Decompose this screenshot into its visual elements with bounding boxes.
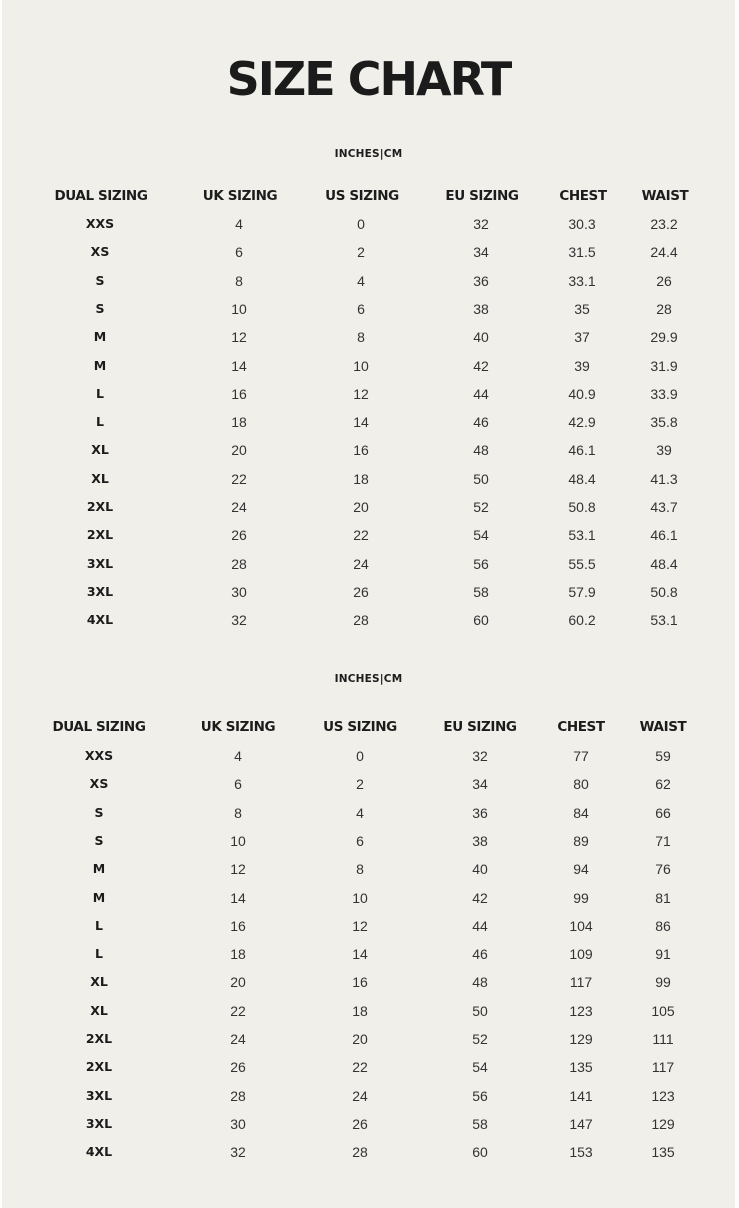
table-cell-us-sizing: 28	[352, 1144, 368, 1161]
table-cell-uk-sizing: 12	[230, 861, 246, 878]
table-cell-uk-sizing: 10	[231, 300, 247, 317]
table-cell-dual-sizing: 3XL	[85, 1115, 113, 1131]
table-cell-dual-sizing: XXS	[84, 748, 114, 763]
table-cell-uk-sizing: 4	[234, 748, 242, 764]
table-cell-chest: 141	[569, 1087, 593, 1104]
table-cell-us-sizing: 22	[352, 1059, 368, 1076]
table-cell-waist: 33.9	[650, 385, 678, 402]
table-cell-dual-sizing: S	[95, 272, 105, 288]
table-cell-eu-sizing: 44	[473, 385, 489, 402]
table-cell-chest: 117	[569, 974, 593, 991]
table-cell-uk-sizing: 16	[230, 917, 246, 934]
table-cell-dual-sizing: 2XL	[85, 1059, 113, 1075]
table-cell-us-sizing: 8	[356, 861, 364, 878]
table-cell-uk-sizing: 32	[230, 1144, 246, 1161]
table-cell-dual-sizing: XXS	[85, 216, 115, 231]
table-2-units-label: INCHES|CM	[334, 673, 403, 685]
table-cell-eu-sizing: 34	[472, 776, 488, 793]
table-cell-eu-sizing: 44	[472, 917, 488, 934]
table-cell-eu-sizing: 46	[473, 414, 489, 431]
table-cell-dual-sizing: L	[96, 414, 104, 430]
table-cell-us-sizing: 28	[353, 612, 369, 629]
table-cell-chest: 123	[569, 1002, 593, 1019]
column-header-dual-sizing: DUAL SIZING	[52, 719, 146, 735]
table-cell-chest: 50.8	[568, 499, 596, 515]
table-cell-dual-sizing: XS	[89, 776, 109, 792]
table-cell-dual-sizing: 3XL	[86, 583, 114, 599]
table-cell-eu-sizing: 40	[473, 329, 489, 346]
table-cell-chest: 60.2	[568, 612, 596, 629]
table-cell-us-sizing: 0	[356, 748, 364, 764]
table-cell-us-sizing: 4	[356, 804, 364, 821]
table-cell-chest: 35	[574, 300, 590, 317]
page-title: SIZE CHART	[226, 52, 511, 106]
table-cell-dual-sizing: S	[94, 832, 104, 848]
table-cell-us-sizing: 10	[353, 357, 369, 374]
column-header-us-sizing: US SIZING	[325, 188, 399, 204]
table-cell-waist: 71	[655, 832, 671, 849]
table-cell-dual-sizing: L	[96, 385, 104, 401]
table-cell-dual-sizing: 4XL	[86, 612, 114, 628]
table-cell-uk-sizing: 22	[231, 470, 247, 487]
table-cell-eu-sizing: 60	[473, 612, 489, 629]
table-cell-waist: 86	[655, 917, 671, 934]
table-cell-chest: 80	[573, 776, 589, 793]
table-cell-chest: 153	[569, 1144, 593, 1161]
table-cell-uk-sizing: 30	[230, 1115, 246, 1132]
table-cell-waist: 99	[655, 974, 671, 991]
table-cell-us-sizing: 24	[353, 555, 369, 572]
table-cell-waist: 91	[655, 946, 671, 963]
table-cell-uk-sizing: 26	[230, 1059, 246, 1076]
table-cell-dual-sizing: 2XL	[85, 1031, 113, 1046]
table-cell-eu-sizing: 54	[472, 1059, 488, 1076]
table-cell-uk-sizing: 14	[230, 889, 246, 906]
table-cell-uk-sizing: 18	[231, 414, 247, 431]
table-1-units-label: INCHES|CM	[334, 148, 403, 160]
table-cell-waist: 46.1	[650, 527, 678, 544]
table-cell-uk-sizing: 10	[230, 832, 246, 849]
table-cell-chest: 42.9	[568, 414, 596, 431]
table-cell-us-sizing: 20	[353, 499, 369, 515]
table-cell-dual-sizing: 3XL	[86, 555, 114, 571]
table-cell-dual-sizing: L	[95, 917, 103, 933]
table-cell-us-sizing: 24	[352, 1087, 368, 1104]
table-cell-uk-sizing: 26	[231, 527, 247, 544]
column-header-uk-sizing: UK SIZING	[200, 719, 276, 735]
table-cell-eu-sizing: 34	[473, 244, 489, 261]
table-cell-eu-sizing: 54	[473, 527, 489, 544]
table-cell-uk-sizing: 16	[231, 385, 247, 402]
table-cell-waist: 59	[655, 748, 671, 764]
table-cell-eu-sizing: 48	[472, 974, 488, 991]
table-cell-chest: 129	[569, 1031, 593, 1047]
table-cell-waist: 35.8	[650, 414, 678, 431]
column-header-waist: WAIST	[641, 188, 689, 204]
table-cell-us-sizing: 18	[352, 1002, 368, 1019]
table-cell-waist: 28	[656, 300, 672, 317]
table-cell-waist: 50.8	[650, 583, 678, 600]
column-header-chest: CHEST	[557, 719, 605, 735]
table-cell-us-sizing: 14	[353, 414, 369, 431]
table-cell-eu-sizing: 38	[473, 300, 489, 317]
table-cell-us-sizing: 2	[357, 244, 365, 261]
table-cell-waist: 23.2	[650, 216, 678, 232]
table-cell-eu-sizing: 32	[473, 216, 489, 232]
table-cell-chest: 77	[573, 748, 589, 764]
table-cell-dual-sizing: L	[95, 946, 103, 962]
table-cell-uk-sizing: 28	[230, 1087, 246, 1104]
table-cell-waist: 53.1	[650, 612, 678, 629]
table-cell-dual-sizing: XS	[90, 244, 110, 260]
column-header-us-sizing: US SIZING	[323, 719, 397, 735]
table-cell-dual-sizing: XL	[91, 470, 109, 486]
column-header-dual-sizing: DUAL SIZING	[54, 188, 148, 204]
table-cell-eu-sizing: 56	[473, 555, 489, 572]
table-cell-chest: 37	[574, 329, 590, 346]
table-cell-waist: 81	[655, 889, 671, 906]
table-cell-waist: 39	[656, 442, 672, 459]
table-cell-waist: 41.3	[650, 470, 678, 487]
table-cell-uk-sizing: 24	[231, 499, 247, 515]
table-cell-us-sizing: 0	[357, 216, 365, 232]
table-cell-eu-sizing: 50	[473, 470, 489, 487]
table-cell-chest: 84	[573, 804, 589, 821]
table-cell-eu-sizing: 42	[473, 357, 489, 374]
table-cell-chest: 89	[573, 832, 589, 849]
table-cell-dual-sizing: XL	[91, 442, 109, 458]
table-cell-us-sizing: 8	[357, 329, 365, 346]
table-cell-dual-sizing: 2XL	[86, 499, 114, 514]
table-cell-uk-sizing: 20	[230, 974, 246, 991]
table-cell-uk-sizing: 30	[231, 583, 247, 600]
table-cell-eu-sizing: 56	[472, 1087, 488, 1104]
table-cell-dual-sizing: 3XL	[85, 1087, 113, 1103]
table-cell-waist: 43.7	[650, 499, 678, 515]
table-cell-uk-sizing: 22	[230, 1002, 246, 1019]
table-cell-us-sizing: 16	[352, 974, 368, 991]
table-cell-dual-sizing: S	[94, 804, 104, 820]
table-cell-chest: 39	[574, 357, 590, 374]
table-cell-chest: 57.9	[568, 583, 596, 600]
table-cell-uk-sizing: 24	[230, 1031, 246, 1047]
table-cell-dual-sizing: M	[93, 357, 107, 373]
table-cell-chest: 104	[569, 917, 593, 934]
table-cell-us-sizing: 6	[357, 300, 365, 317]
table-cell-uk-sizing: 4	[235, 216, 243, 232]
table-cell-uk-sizing: 12	[231, 329, 247, 346]
table-cell-eu-sizing: 58	[472, 1115, 488, 1132]
table-cell-waist: 135	[651, 1144, 675, 1161]
table-cell-eu-sizing: 36	[472, 804, 488, 821]
column-header-waist: WAIST	[639, 719, 687, 735]
table-cell-waist: 66	[655, 804, 671, 821]
table-cell-chest: 55.5	[568, 555, 596, 572]
table-cell-us-sizing: 22	[353, 527, 369, 544]
table-cell-us-sizing: 20	[352, 1031, 368, 1047]
table-cell-waist: 48.4	[650, 555, 678, 572]
table-cell-eu-sizing: 60	[472, 1144, 488, 1161]
table-cell-waist: 123	[651, 1087, 675, 1104]
table-cell-uk-sizing: 20	[231, 442, 247, 459]
table-cell-uk-sizing: 14	[231, 357, 247, 374]
table-cell-waist: 26	[656, 272, 672, 289]
table-cell-eu-sizing: 38	[472, 832, 488, 849]
table-cell-us-sizing: 16	[353, 442, 369, 459]
table-cell-eu-sizing: 40	[472, 861, 488, 878]
table-cell-dual-sizing: M	[92, 861, 106, 877]
column-header-eu-sizing: EU SIZING	[443, 719, 517, 735]
table-cell-eu-sizing: 50	[472, 1002, 488, 1019]
table-cell-uk-sizing: 6	[234, 776, 242, 793]
table-cell-chest: 94	[573, 861, 589, 878]
table-cell-us-sizing: 4	[357, 272, 365, 289]
table-cell-uk-sizing: 28	[231, 555, 247, 572]
table-cell-eu-sizing: 52	[473, 499, 489, 515]
table-cell-us-sizing: 2	[356, 776, 364, 793]
table-cell-eu-sizing: 48	[473, 442, 489, 459]
table-cell-us-sizing: 6	[356, 832, 364, 849]
table-cell-us-sizing: 12	[353, 385, 369, 402]
table-cell-us-sizing: 18	[353, 470, 369, 487]
table-cell-chest: 135	[569, 1059, 593, 1076]
table-cell-chest: 33.1	[568, 272, 596, 289]
table-cell-uk-sizing: 8	[235, 272, 243, 289]
table-cell-dual-sizing: 2XL	[86, 527, 114, 543]
table-cell-eu-sizing: 36	[473, 272, 489, 289]
table-cell-chest: 40.9	[568, 385, 596, 402]
table-cell-eu-sizing: 42	[472, 889, 488, 906]
table-cell-uk-sizing: 6	[235, 244, 243, 261]
table-cell-chest: 31.5	[568, 244, 596, 261]
column-header-chest: CHEST	[559, 188, 607, 204]
table-cell-waist: 31.9	[650, 357, 678, 374]
table-cell-eu-sizing: 52	[472, 1031, 488, 1047]
table-cell-chest: 53.1	[568, 527, 596, 544]
table-cell-chest: 99	[573, 889, 589, 906]
column-header-eu-sizing: EU SIZING	[445, 188, 519, 204]
table-cell-dual-sizing: M	[92, 889, 106, 905]
table-cell-uk-sizing: 18	[230, 946, 246, 963]
table-cell-dual-sizing: XL	[90, 974, 108, 990]
table-cell-waist: 111	[652, 1031, 674, 1047]
table-cell-waist: 29.9	[650, 329, 678, 346]
table-cell-dual-sizing: XL	[90, 1002, 108, 1018]
table-cell-uk-sizing: 8	[234, 804, 242, 821]
table-cell-us-sizing: 26	[353, 583, 369, 600]
table-cell-dual-sizing: M	[93, 329, 107, 345]
size-chart-page	[2, 0, 735, 1208]
table-cell-dual-sizing: 4XL	[85, 1144, 113, 1160]
table-cell-chest: 46.1	[568, 442, 596, 459]
table-cell-uk-sizing: 32	[231, 612, 247, 629]
table-cell-us-sizing: 10	[352, 889, 368, 906]
table-cell-us-sizing: 14	[352, 946, 368, 963]
table-cell-dual-sizing: S	[95, 300, 105, 316]
table-cell-eu-sizing: 58	[473, 583, 489, 600]
table-cell-waist: 117	[651, 1059, 675, 1076]
table-cell-us-sizing: 26	[352, 1115, 368, 1132]
table-cell-chest: 30.3	[568, 216, 596, 232]
table-cell-waist: 24.4	[650, 244, 678, 261]
table-cell-waist: 62	[655, 776, 671, 793]
table-cell-eu-sizing: 32	[472, 748, 488, 764]
table-cell-waist: 129	[651, 1115, 675, 1132]
table-cell-chest: 48.4	[568, 470, 596, 487]
column-header-uk-sizing: UK SIZING	[202, 188, 278, 204]
table-cell-eu-sizing: 46	[472, 946, 488, 963]
table-cell-chest: 147	[569, 1115, 593, 1132]
table-cell-chest: 109	[569, 946, 593, 963]
table-cell-us-sizing: 12	[352, 917, 368, 934]
table-cell-waist: 105	[651, 1002, 675, 1019]
table-cell-waist: 76	[655, 861, 671, 878]
